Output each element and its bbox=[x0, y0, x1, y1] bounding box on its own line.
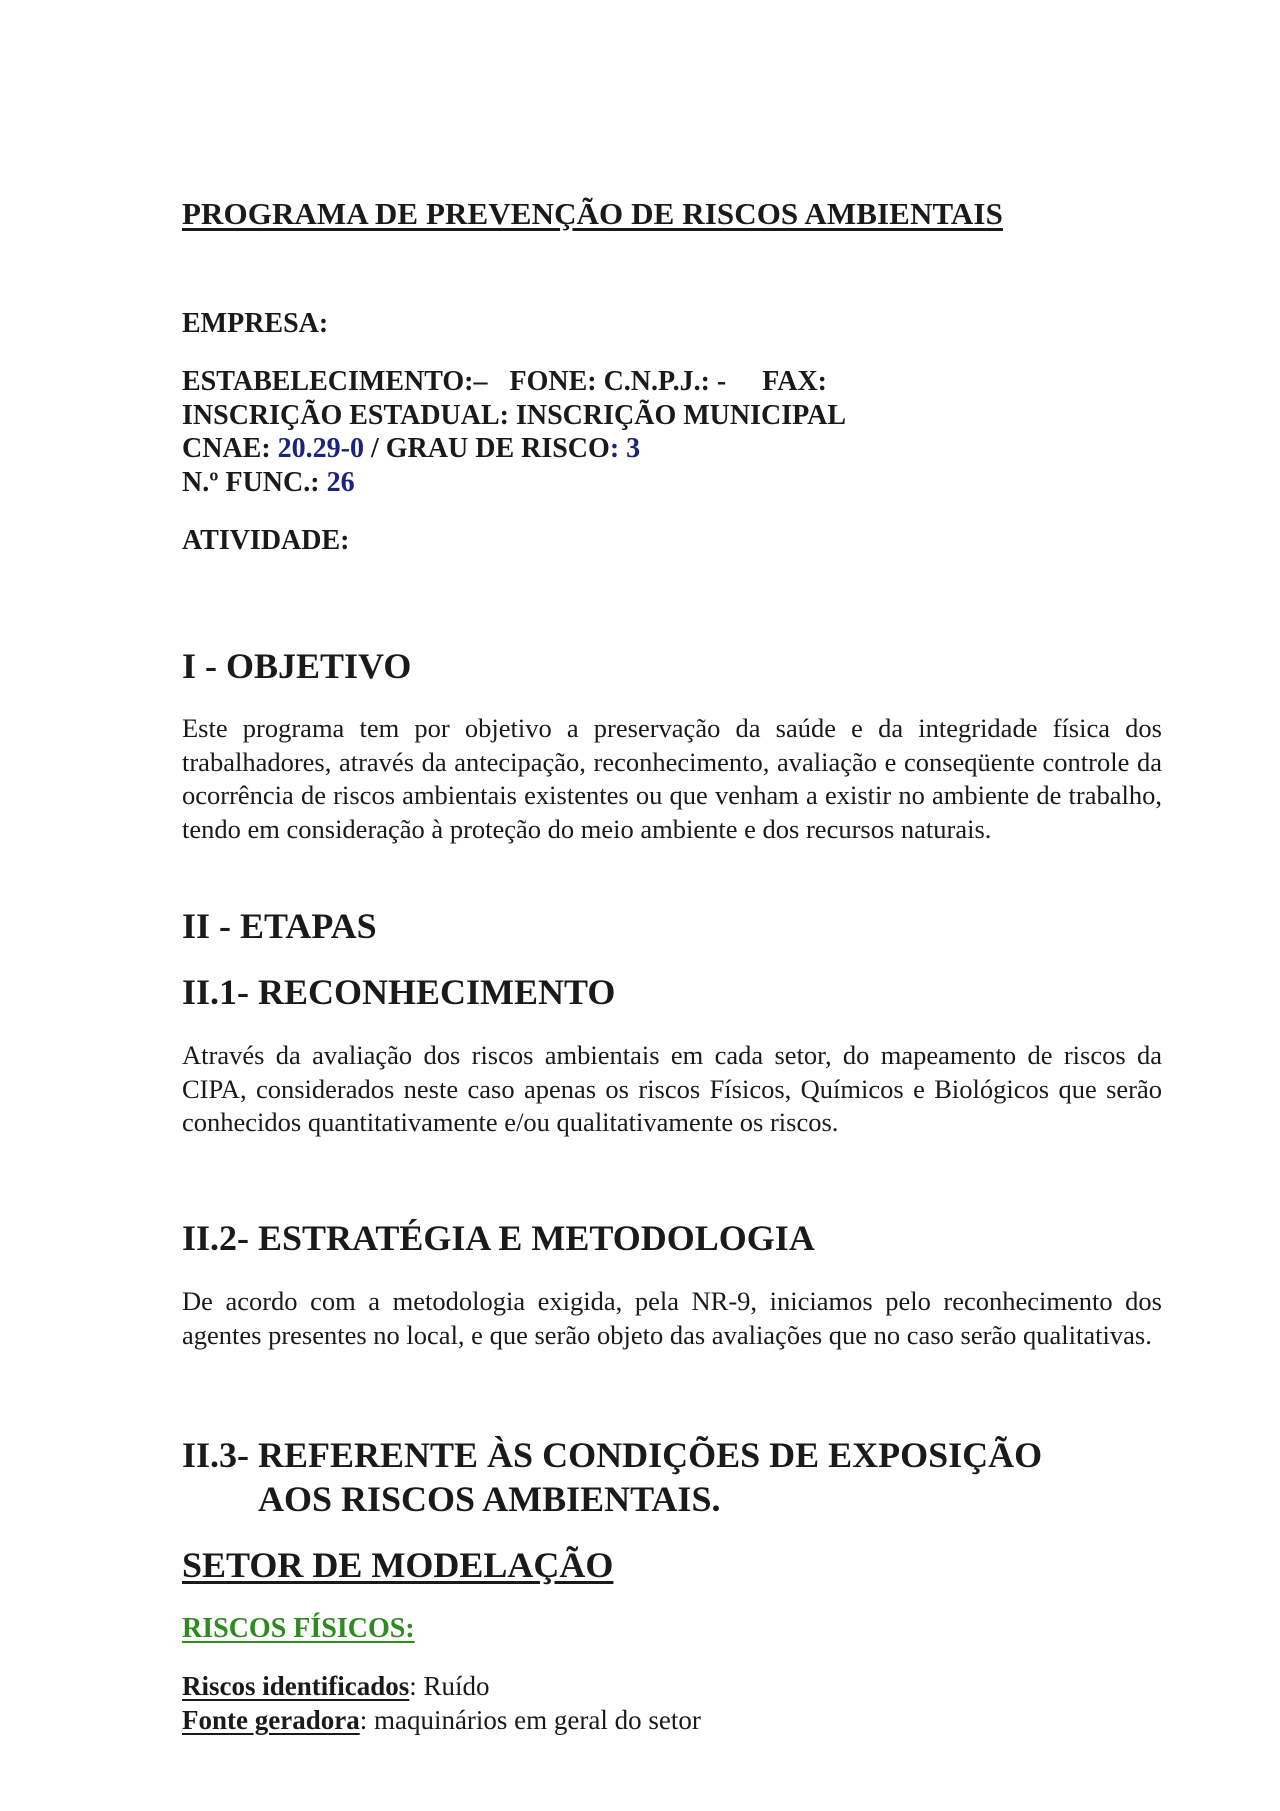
atividade-line: ATIVIDADE: bbox=[182, 525, 350, 556]
setor-modelacao-heading: SETOR DE MODELAÇÃO bbox=[182, 1545, 614, 1585]
funcionarios-line bbox=[182, 466, 355, 500]
estrategia-heading: II.2- ESTRATÉGIA E METODOLOGIA bbox=[182, 1218, 815, 1258]
referente-heading-line2: AOS RISCOS AMBIENTAIS. bbox=[258, 1479, 721, 1519]
empresa-line: EMPRESA: bbox=[182, 308, 329, 339]
document-title: PROGRAMA DE PREVENÇÃO DE RISCOS AMBIENTAIS bbox=[182, 196, 1003, 231]
fone-cnpj-label: FONE: C.N.P.J.: - bbox=[509, 366, 727, 397]
cnae-value: 20.29-0 bbox=[277, 433, 364, 464]
riscos-identificados-line bbox=[182, 1669, 490, 1703]
funcionarios-value: 26 bbox=[326, 467, 355, 498]
estabelecimento-label: ESTABELECIMENTO:– bbox=[182, 366, 488, 397]
estrategia-paragraph: De acordo com a metodologia exigida, pela NR-9, iniciamos pelo reconhecimento dos agentes presentes no local, e que serão objeto das avaliações que no caso serão qualitativas. bbox=[182, 1286, 1162, 1350]
objetivo-heading: I - OBJETIVO bbox=[182, 646, 412, 686]
grau-risco-label: / GRAU DE RISCO bbox=[364, 433, 610, 464]
fonte-geradora-value: : maquinários em geral do setor bbox=[359, 1705, 701, 1735]
fonte-geradora-line bbox=[182, 1703, 701, 1737]
reconhecimento-heading: II.1- RECONHECIMENTO bbox=[182, 972, 616, 1012]
cnae-label: CNAE: bbox=[182, 433, 278, 464]
inscricao-line: INSCRIÇÃO ESTADUAL: INSCRIÇÃO MUNICIPAL bbox=[182, 400, 847, 431]
estabelecimento-line bbox=[182, 365, 827, 399]
funcionarios-label: N.º FUNC.: bbox=[182, 467, 327, 498]
fonte-geradora-label: Fonte geradora bbox=[182, 1705, 360, 1735]
objetivo-paragraph: Este programa tem por objetivo a preservação da saúde e da integridade física dos trabalhadores, através da antecipação, reconhecimento, avaliação e conseqüente controle da ocorrência de riscos ambientais existentes ou que venham a existir no ambiente de trabalho, tendo em consideração à proteção do meio ambiente e dos recursos naturais. bbox=[182, 713, 1162, 844]
referente-heading-line1: II.3- REFERENTE ÀS CONDIÇÕES DE EXPOSIÇÃO bbox=[182, 1435, 1043, 1475]
etapas-heading: II - ETAPAS bbox=[182, 906, 377, 946]
grau-risco-value: : 3 bbox=[609, 433, 641, 464]
riscos-identificados-value: : Ruído bbox=[409, 1671, 490, 1701]
riscos-identificados-label: Riscos identificados bbox=[182, 1671, 410, 1701]
reconhecimento-paragraph: Através da avaliação dos riscos ambientais em cada setor, do mapeamento de riscos da CIPA, considerados neste caso apenas os riscos Físicos, Químicos e Biológicos que serão conhecidos quantitativamente e/ou qualitativamente os riscos. bbox=[182, 1040, 1162, 1137]
fax-label: FAX: bbox=[762, 366, 828, 397]
cnae-line bbox=[182, 432, 640, 466]
riscos-fisicos-heading: RISCOS FÍSICOS: bbox=[182, 1613, 415, 1644]
